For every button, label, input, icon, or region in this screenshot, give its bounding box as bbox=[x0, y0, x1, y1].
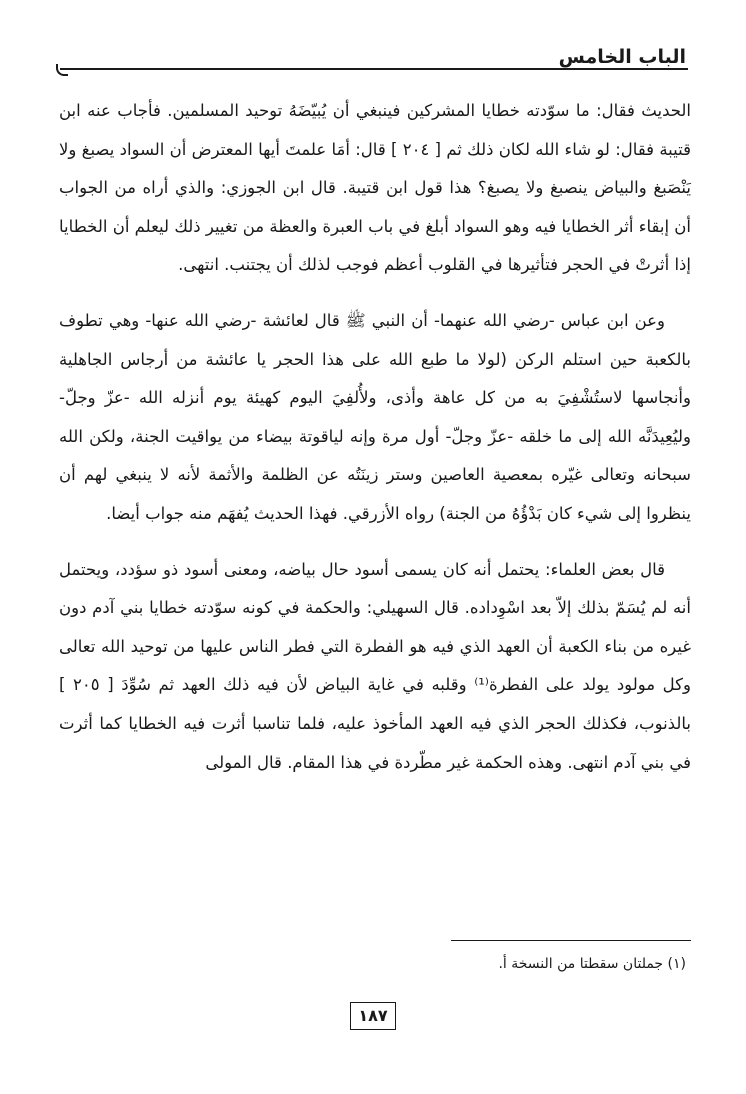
main-text-block bbox=[59, 92, 691, 782]
footnote: (١) جملتان سقطتا من النسخة أ. bbox=[498, 956, 686, 972]
paragraph-3: قال بعض العلماء: يحتمل أنه كان يسمى أسود حال بياضه، ومعنى أسود ذو سؤدد، ويحتمل أنه لم يُسَمّ بذلك إلاّ بعد اسْوِداده. قال السهيلي: والحكمة في كونه سوّدته خطايا بني آدم دون غيره من بناء الكعبة أن العهد الذي فيه هو الفطرة التي فطر الناس عليها من توحيد الله تعالى وكل مولود يولد على الفطرة⁽¹⁾ وقلبه في غاية البياض لأن فيه ذلك العهد ثم سُوِّدَ [ ٢٠٥ ] بالذنوب، فكذلك الحجر الذي فيه العهد المأخوذ عليه، فلما تناسبا أثرت فيه الخطايا كما أثرت في بني آدم انتهى. وهذه الحكمة غير مطّردة في هذا المقام. قال المولى bbox=[59, 559, 691, 772]
paragraph-1: الحديث فقال: ما سوّدته خطايا المشركين فينبغي أن يُبيّضَهُ توحيد المسلمين. فأجاب عنه ابن قتيبة فقال: لو شاء الله لكان ذلك ثم [ ٢٠٤ ] قال: أمَا علمتَ أيها المعترض أن السواد يصبغ ولا يَنْصَبغ والبياض ينصبغ ولا يصبغ؟ هذا قول ابن قتيبة. قال ابن الجوزي: والذي أراه من الجواب أن إبقاء أثر الخطايا فيه وهو السواد أبلغ في باب العبرة والعظة من تغيير ذلك ليعلم أن الخطايا إذا أثرتْ في الحجر فتأثيرها في القلوب أعظم فوجب لذلك أن يجتنب. انتهى. bbox=[59, 101, 692, 275]
header-rule bbox=[60, 68, 688, 70]
footnote-separator bbox=[451, 940, 691, 941]
page-number: ١٨٧ bbox=[350, 1002, 396, 1030]
chapter-running-header: الباب الخامس bbox=[558, 46, 686, 68]
paragraph-2: وعن ابن عباس -رضي الله عنهما- أن النبي ﷺ قال لعائشة -رضي الله عنها- وهي تطوف بالكعبة حين استلم الركن (لولا ما طبع الله على هذا الحجر يا عائشة من أرجاس الجاهلية وأنجاسها لاستُشْفِيَ به من كل عاهة وأذى، ولأُلفِيَ اليوم كهيئة يوم أنزله الله -عزّ وجلّ- وليُعِيدَنَّه الله إلى ما خلقه -عزّ وجلّ- أول مرة وإنه لياقوتة بيضاء من يواقيت الجنة، ولكن الله سبحانه وتعالى غيّره بمعصية العاصين وستر زينَتُه عن الظلمة والأثمة لأنه لا ينبغي لهم أن ينظروا إلى شيء كان بَدْؤُهُ من الجنة) رواه الأزرقي. فهذا الحديث يُفهَم منه جواب أيضا. bbox=[59, 310, 691, 523]
